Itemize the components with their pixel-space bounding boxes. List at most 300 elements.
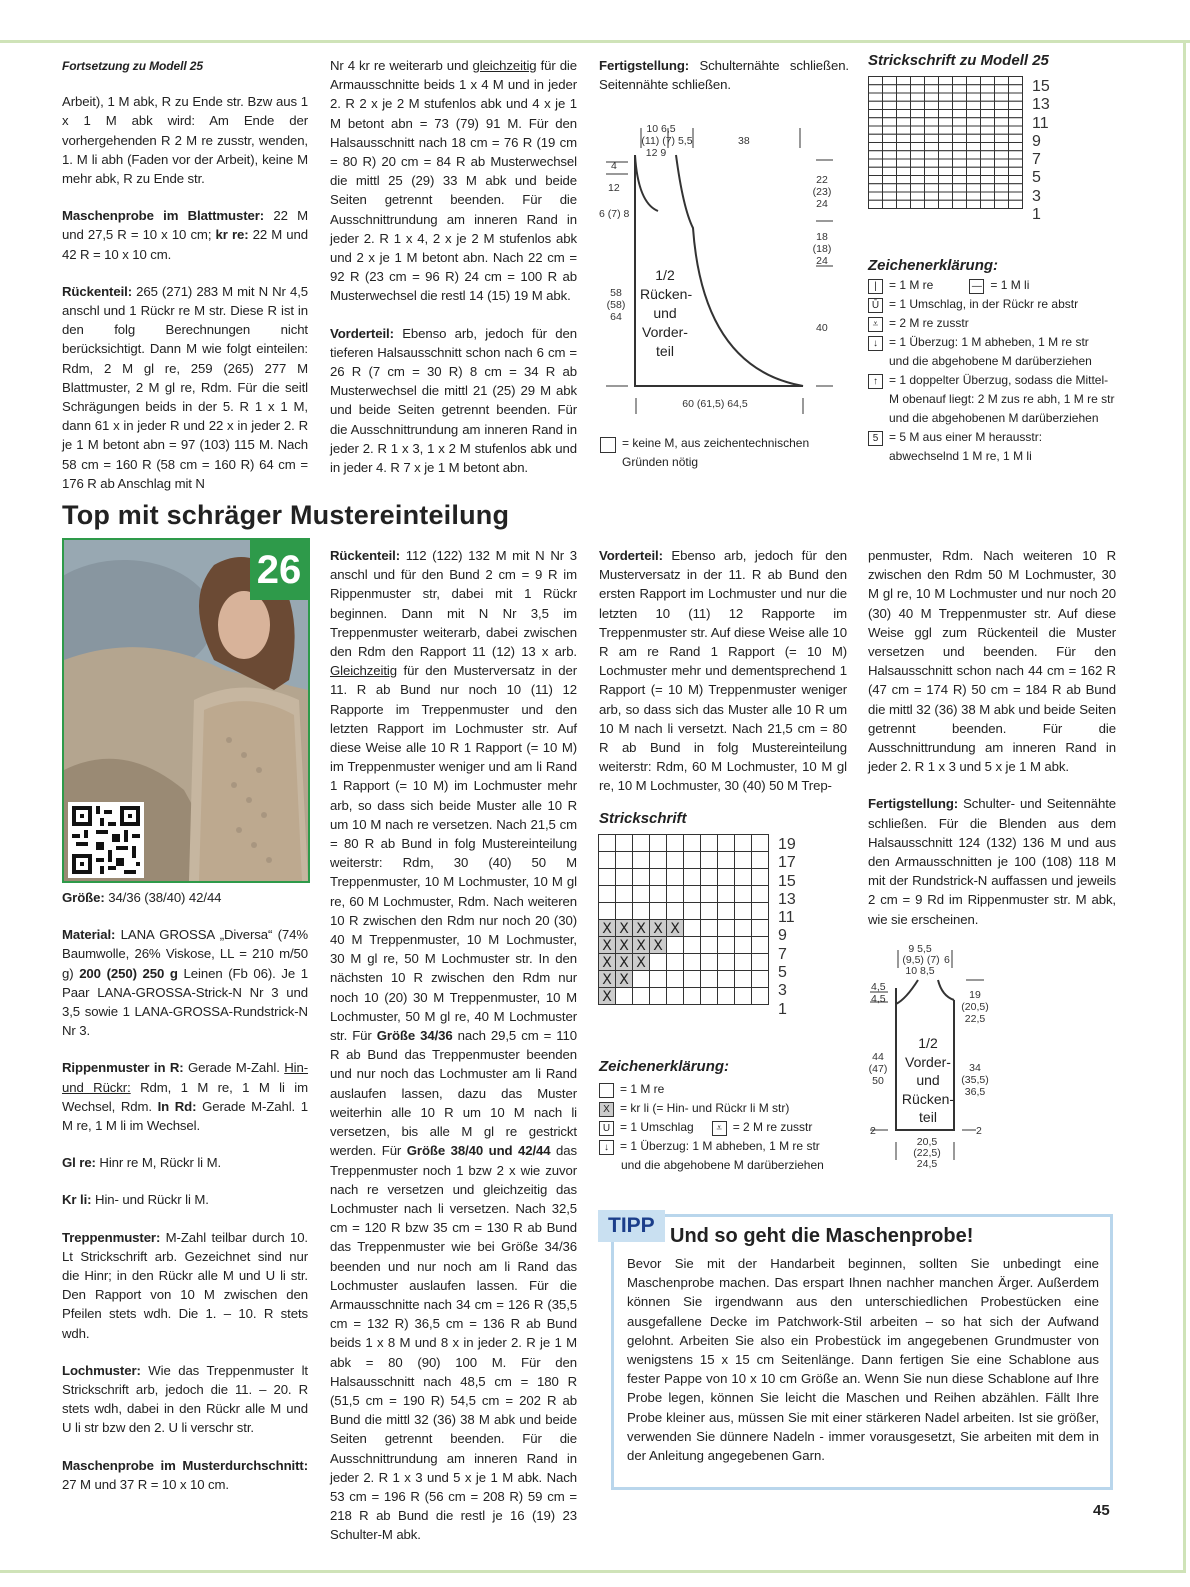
chart-cell [1009, 134, 1023, 142]
chart-cell [953, 200, 967, 208]
chart-cell [752, 869, 769, 886]
chart-cell [616, 869, 633, 886]
chart-cell [752, 954, 769, 971]
chart-cell [939, 159, 953, 167]
chart-cell [897, 101, 911, 109]
chart-cell [995, 126, 1009, 134]
chart-cell [633, 886, 650, 903]
schem26-piece-label: 1/2 Vorder- und Rücken- teil [901, 1035, 955, 1125]
chart-cell [911, 134, 925, 142]
schem25-label: 24 [816, 198, 828, 210]
schem26-label: 19 [969, 989, 981, 1001]
chart-cell [939, 151, 953, 159]
chart-cell [633, 988, 650, 1005]
chart-cell [650, 852, 667, 869]
chart-cell [1009, 192, 1023, 200]
chart-cell [897, 151, 911, 159]
chart-cell [967, 110, 981, 118]
chart-symbol: X [619, 921, 629, 937]
chart-symbol: X [602, 921, 612, 937]
chart-cell [953, 77, 967, 85]
chart-cell [883, 93, 897, 101]
schem26-label: 36,5 [964, 1086, 986, 1098]
chart-cell [701, 835, 718, 852]
chart-cell [925, 77, 939, 85]
paragraph-kr-li: Kr li: Hin- und Rückr li M. [62, 1192, 209, 1208]
chart-cell [735, 954, 752, 971]
chart-cell [939, 77, 953, 85]
chart-cell [735, 903, 752, 920]
chart-cell [718, 835, 735, 852]
legend-item: 5 = 5 M aus einer M herausstr: [868, 428, 1118, 447]
chart-cell [953, 151, 967, 159]
chart-cell [911, 77, 925, 85]
model-title: Top mit schräger Mustereinteilung [62, 500, 510, 530]
chart26-row-numbers: 19 17 15 13 11 9 7 5 3 1 [778, 836, 796, 1018]
chart-cell [883, 110, 897, 118]
chart-cell [650, 971, 667, 988]
schem25-label: 4 [611, 160, 617, 172]
chart-cell [650, 886, 667, 903]
chart-cell [953, 167, 967, 175]
chart-cell [1009, 77, 1023, 85]
schem26-label: (47) [868, 1063, 888, 1075]
paragraph-fertigstellung: Fertigstellung: Schulter- und Seitennähte schließen. Für die Blenden aus dem Halsausschnitt 124 (132) 136 M und aus den Armausschnitten je 100 (108) 118 M mit der Rundstrick-N auffassen und jeweils 2 cm = 9 Rd im Rippenmuster str. M abk, wie sie erscheinen. [868, 796, 1116, 927]
chart-cell [995, 93, 1009, 101]
chart-cell [667, 869, 684, 886]
schem26-label: 4,5 [871, 981, 886, 993]
chart-cell [939, 110, 953, 118]
legend-item: ↓ = 1 Überzug: 1 M abheben, 1 M re str [599, 1137, 849, 1156]
paragraph-maschenprobe: Maschenprobe im Blattmuster: 22 M und 27,5 R = 10 x 10 cm; kr re: 22 M und 42 R = 10 x 10 cm. [62, 208, 309, 262]
chart-cell [995, 143, 1009, 151]
chart-cell [883, 151, 897, 159]
chart-cell [953, 143, 967, 151]
chart-cell [939, 118, 953, 126]
chart-cell [897, 118, 911, 126]
chart-cell [981, 176, 995, 184]
tip-text: Bevor Sie mit der Handarbeit beginnen, sollten Sie unbedingt eine Maschenprobe machen. Das erspart Ihnen nachher manchen Ärger. Außerdem können Sie irgendwann aus den unterschiedlichen Probestücken eine ausgefallene Decke im Patchwork-Stil arbeiten – so hat sich der Aufwand gelohnt. Arbeiten Sie also ein Probestück im angegebenen Grundmuster von wenigstens 15 x 15 cm Seitenlänge. Dann fertigen Sie eine Schablone aus fester Pappe von 10 x 10 cm Größe an. Wenn Sie nun diese Schablone auf Ihre Probe legen, können Sie leicht die Maschen und Reihen abzählen. Fällt Ihre Probe kleiner aus, müssen Sie mit einer stärkeren Nadel arbeiten. Ist sie größer, verwenden Sie dünnere Nadeln - immer vorausgesetzt, Sie arbeiten mit dem in der Anleitung angegebenen Garn. [627, 1256, 1099, 1464]
model-column-1 [62, 888, 308, 1512]
schem25-label: (58) [606, 299, 626, 311]
chart-cell [883, 176, 897, 184]
chart-cell [911, 192, 925, 200]
chart-cell [599, 852, 616, 869]
chart-symbol: X [619, 972, 629, 988]
chart-cell [633, 835, 650, 852]
paragraph: Arbeit), 1 M abk, R zu Ende str. Bzw aus 1 x 1 M abk wird: Am Ende der vorhergehenden R 2 M re zusstr, wenden, 1. M li abh (Faden vor der Arbeit), keine M mehr abk, R zu Ende str. [62, 94, 308, 187]
chart-cell [967, 159, 981, 167]
chart-cell [650, 954, 667, 971]
chart-cell [995, 184, 1009, 192]
chart-cell [869, 184, 883, 192]
chart-cell [897, 126, 911, 134]
chart-cell [911, 151, 925, 159]
chart-cell [953, 176, 967, 184]
schem25-label: (23) [812, 186, 832, 198]
chart-cell [967, 126, 981, 134]
chart-cell [897, 93, 911, 101]
chart-cell [735, 920, 752, 937]
paragraph-treppenmuster: Treppenmuster: M-Zahl teilbar durch 10. Lt Strickschrift arb. Gezeichnet sind nur die Hinr; in den Rückr alle M und U li str. Den Rapport von 10 M zwischen den Pfeilen stets wdh. Die 1. – 10. R stets wdh. [62, 1229, 308, 1341]
chart-cell [650, 835, 667, 852]
schem26-label: (22,5) [913, 1147, 941, 1159]
chart-cell [667, 835, 684, 852]
chart-cell [911, 118, 925, 126]
chart-cell [869, 110, 883, 118]
chart-cell [684, 954, 701, 971]
chart-cell [735, 886, 752, 903]
tip-title: Und so geht die Maschenprobe! [670, 1225, 974, 1247]
legend-item: | = 1 M re — = 1 M li [868, 276, 1118, 295]
chart-cell [869, 200, 883, 208]
chart-cell [667, 954, 684, 971]
chart-cell [967, 143, 981, 151]
chart-cell [995, 101, 1009, 109]
schem26-label: (35,5) [961, 1074, 989, 1086]
double-slip-over-icon: ↑ [868, 374, 883, 389]
chart-cell [967, 93, 981, 101]
chart-cell [911, 159, 925, 167]
chart-symbol: X [670, 921, 680, 937]
chart-cell [925, 184, 939, 192]
chart-symbol: X [653, 921, 663, 937]
chart-cell [1009, 85, 1023, 93]
schem25-label: 60 (61,5) 64,5 [682, 398, 748, 410]
chart-cell [599, 886, 616, 903]
paragraph: penmuster, Rdm. Nach weiteren 10 R zwischen den Rdm 50 M Lochmuster, 30 M gl re, 10 M Lochmuster und nur noch 20 (30) 40 M Treppenmuster str. Auf diese Weise ggl zum Rückenteil die Muster versetzen und beenden. Für den Halsausschnitt schon nach 44 cm = 162 R (47 cm = 174 R) 50 cm = 184 R ab Bund die mittl 32 (36) 38 M abk und beide Seiten getrennt beenden. Für die Ausschnittrundung am inneren Rand in jeder 2. R 1 x 3 und 5 x je 1 M abk. [868, 548, 1116, 775]
chart-cell [869, 151, 883, 159]
chart-cell [995, 110, 1009, 118]
chart-cell [897, 143, 911, 151]
schem26-label: (9,5) (7) [902, 954, 940, 966]
chart-cell [701, 869, 718, 886]
chart-cell [718, 852, 735, 869]
chart-cell [967, 200, 981, 208]
slip-over-icon: ↓ [599, 1140, 614, 1155]
chart-cell [995, 118, 1009, 126]
chart-cell [939, 126, 953, 134]
schem25-piece-label: 1/2 Rücken- und Vorder- teil [640, 267, 693, 359]
chart-cell [650, 988, 667, 1005]
chart-cell [953, 126, 967, 134]
chart-cell [883, 134, 897, 142]
chart-cell [599, 903, 616, 920]
chart-cell [967, 151, 981, 159]
chart-symbol: X [619, 938, 629, 954]
chart-cell [718, 903, 735, 920]
chart-cell [752, 971, 769, 988]
continuation-heading: Fortsetzung zu Modell 25 [62, 59, 203, 73]
chart-cell [995, 167, 1009, 175]
chart-cell [752, 937, 769, 954]
knitting-chart-model-25 [868, 76, 1024, 210]
chart-cell [981, 101, 995, 109]
chart-cell [752, 903, 769, 920]
chart-cell [718, 937, 735, 954]
chart-cell [869, 159, 883, 167]
chart-cell [911, 85, 925, 93]
chart-cell [883, 85, 897, 93]
legend-item: U = 1 Umschlag ⩡ = 2 M re zusstr [599, 1118, 849, 1137]
schem25-label: (18) [812, 243, 832, 255]
chart-cell [599, 835, 616, 852]
chart-symbol: X [602, 955, 612, 971]
chart-cell [925, 167, 939, 175]
chart-cell [735, 937, 752, 954]
chart-symbol: X [602, 938, 612, 954]
slip-over-icon: ↓ [868, 336, 883, 351]
chart-cell [616, 903, 633, 920]
paragraph-maschenprobe: Maschenprobe im Musterdurchschnitt: 27 M und 37 R = 10 x 10 cm. [62, 1457, 308, 1492]
chart-cell [1009, 126, 1023, 134]
chart-cell [981, 93, 995, 101]
five-from-one-icon: 5 [868, 431, 883, 446]
chart-cell [981, 85, 995, 93]
knit-icon: | [868, 279, 883, 294]
chart-cell [981, 134, 995, 142]
legend-model-26 [599, 1080, 849, 1175]
chart-cell [616, 852, 633, 869]
chart-cell [911, 176, 925, 184]
chart-cell [684, 869, 701, 886]
schem26-label: 50 [872, 1075, 884, 1087]
twisted-purl-icon: X [599, 1102, 614, 1117]
chart-cell [897, 184, 911, 192]
schem25-label: 38 [738, 135, 750, 147]
model-column-3 [599, 546, 847, 814]
chart-cell [667, 886, 684, 903]
chart-cell [939, 85, 953, 93]
chart-cell [869, 101, 883, 109]
chart-cell [633, 903, 650, 920]
chart-cell [925, 200, 939, 208]
chart-cell [981, 167, 995, 175]
chart-cell [616, 886, 633, 903]
chart-cell [735, 869, 752, 886]
chart-cell [967, 134, 981, 142]
chart-cell [925, 126, 939, 134]
chart-cell [925, 192, 939, 200]
page-frame-bottom [0, 1570, 1186, 1573]
chart-cell [1009, 151, 1023, 159]
legend-item: Ū = 1 Umschlag, in der Rückr re abstr [868, 295, 1118, 314]
legend-item: und die abgehobenen M darüberziehen [889, 411, 1099, 425]
knitting-chart-model-26 [598, 834, 770, 1024]
chart-cell [911, 167, 925, 175]
chart-cell [967, 118, 981, 126]
chart-cell [735, 835, 752, 852]
chart-title-model-25: Strickschrift zu Modell 25 [868, 52, 1049, 69]
schem26-label: 4,5 [871, 993, 886, 1005]
schem26-label: 9 5,5 [908, 943, 932, 955]
chart-cell [967, 167, 981, 175]
chart25-row-numbers: 15 13 11 9 7 5 3 1 [1032, 78, 1050, 224]
chart-cell [718, 886, 735, 903]
paragraph-lochmuster: Lochmuster: Wie das Treppenmuster lt Strickschrift arb, jedoch die 11. – 20. R stets wdh, dabei in den Rückr alle M und U li str bzw den 2. U li verschr str. [62, 1362, 308, 1436]
chart-cell [967, 85, 981, 93]
chart-cell [939, 200, 953, 208]
chart-cell [869, 85, 883, 93]
chart-cell [981, 151, 995, 159]
chart-cell [869, 77, 883, 85]
chart-cell [667, 903, 684, 920]
chart-cell [752, 835, 769, 852]
chart-cell [981, 118, 995, 126]
page-number: 45 [1093, 1502, 1110, 1519]
chart-cell [897, 167, 911, 175]
legend-item: und die abgehobene M darüberziehen [889, 354, 1092, 368]
chart-cell [939, 176, 953, 184]
chart-cell [967, 101, 981, 109]
chart-cell [981, 184, 995, 192]
chart-cell [953, 85, 967, 93]
chart-cell [925, 143, 939, 151]
chart-cell [1009, 93, 1023, 101]
chart-cell [735, 988, 752, 1005]
chart-cell [981, 143, 995, 151]
chart-cell [684, 937, 701, 954]
schem25-label: 40 [816, 322, 828, 334]
legend-title-model-26: Zeichenerklärung: [599, 1058, 730, 1075]
k2tog-icon: ⩡ [868, 317, 883, 332]
chart-cell [667, 937, 684, 954]
chart-cell [897, 134, 911, 142]
chart-cell [995, 85, 1009, 93]
paragraph-rueckenteil: Rückenteil: 265 (271) 283 M mit N Nr 4,5 anschl und 1 Rückr re M str. Diese R ist in den folg Berechnungen nicht berücksichtigt. Dann M wie folgt einteilen: Rdm, 2 M gl re, 259 (265) 277 M Blattmuster, 2 M gl re, Rdm. Für die seitl Schrägungen beids in der 5. R 1 x 1 M, dann 61 x in jeder R und 22 x in jeder 2. R je 1 M betont abn = 97 (103) 115 M. Nach 58 cm = 160 R (58 cm = 160 R) 64 cm = 176 R ab Anschlag mit N [62, 283, 308, 491]
chart-cell [911, 110, 925, 118]
chart-cell [701, 903, 718, 920]
chart-cell [967, 192, 981, 200]
chart-cell [883, 192, 897, 200]
yarn-over-icon: Ū [868, 298, 883, 313]
chart-cell [684, 852, 701, 869]
schem25-label: (11) (7) 5,5 [641, 135, 693, 147]
chart-cell [752, 920, 769, 937]
chart-cell [925, 118, 939, 126]
chart-cell [633, 971, 650, 988]
chart-cell [981, 192, 995, 200]
chart-cell [667, 852, 684, 869]
chart-cell [869, 126, 883, 134]
chart-cell [752, 852, 769, 869]
schem26-label: 10 8,5 [905, 965, 935, 977]
legend-item: und die abgehobene M darüberziehen [621, 1158, 824, 1172]
chart-cell [953, 93, 967, 101]
tip-label: TIPP [598, 1210, 665, 1242]
paragraph-material: Material: LANA GROSSA „Diversa“ (74% Baumwolle, 26% Viskose, LL = 210 m/50 g) 200 (250) 250 g Leinen (Fb 06). Je 1 Paar LANA-GROSSA-Strick-N Nr 3 und 3,5 sowie 1 LANA-GROSSA-Rundstrick-N Nr 3. [62, 927, 309, 1039]
schem25-label: 12 9 [645, 147, 667, 159]
schem25-label: 22 [816, 174, 828, 186]
chart-cell [633, 869, 650, 886]
chart-cell [1009, 159, 1023, 167]
schem26-label: 24,5 [916, 1158, 938, 1170]
chart-cell [995, 77, 1009, 85]
chart-cell [1009, 200, 1023, 208]
chart-cell [701, 971, 718, 988]
chart-cell [883, 167, 897, 175]
chart-cell [911, 143, 925, 151]
paragraph: Nr 4 kr re weiterarb und gleichzeitig für die Armausschnitte beids 1 x 4 M und in jeder 2. R 2 x je 2 M stufenlos abk und 4 x je 1 M betont abn = 73 (79) 91 M. Für den Halsausschnitt nach 18 cm = 76 R (19 cm = 80 R) 20 cm = 84 R ab Musterwechsel die mittl 25 (29) 33 M abk und beide Seiten getrennt beenden. Für die Ausschnittrundung am inneren Rand in jeder 2. R 1 x 4, 2 x je 2 M stufenlos abk und 2 x je 1 M betont abn. Nach 22 cm = 92 R (23 cm = 96 R) 24 cm = 100 R ab Musterwechsel die restl 14 (15) 19 M abk. [330, 58, 577, 304]
yarn-over-icon: U [599, 1121, 614, 1136]
legend-model-25 [868, 276, 1118, 466]
schem25-label: 24 [816, 255, 828, 267]
chart-cell [981, 77, 995, 85]
chart-cell [616, 835, 633, 852]
chart-cell [883, 200, 897, 208]
chart-cell [925, 176, 939, 184]
chart-cell [897, 85, 911, 93]
chart-cell [953, 159, 967, 167]
chart-cell [925, 151, 939, 159]
paragraph-fertigstellung: Fertigstellung: Schulternähte schließen. Seitennähte schließen. [599, 58, 849, 93]
chart-cell [925, 159, 939, 167]
chart-cell [995, 151, 1009, 159]
chart-cell [1009, 167, 1023, 175]
schem26-label: 2 [870, 1125, 876, 1137]
schem26-label: 6 [944, 954, 950, 966]
paragraph-vorderteil: Vorderteil: Ebenso arb, jedoch für den tieferen Halsausschnitt schon nach 6 cm = 26 R (7 cm = 30 R) 8 cm = 34 R ab Musterwechsel die mittl 21 (25) 29 M abk und beide Seiten getrennt beenden. Für die Ausschnittrundung am inneren Rand in jeder 2. R 1 x 3, 1 x 2 M stufenlos abk und in jeder 4. R 7 x je 1 M betont abn. [330, 325, 577, 476]
qr-code-icon[interactable] [68, 802, 144, 878]
chart-cell [701, 988, 718, 1005]
chart-cell [701, 852, 718, 869]
legend-title-model-25: Zeichenerklärung: [868, 257, 999, 274]
chart-cell [684, 886, 701, 903]
chart-cell [1009, 110, 1023, 118]
chart-symbol: X [636, 921, 646, 937]
chart-cell [925, 85, 939, 93]
chart-cell [667, 988, 684, 1005]
chart-cell [939, 134, 953, 142]
schem25-label: 18 [816, 231, 828, 243]
chart-cell [953, 118, 967, 126]
chart-cell [1009, 118, 1023, 126]
legend-item: ↑ = 1 doppelter Überzug, sodass die Mittel- [868, 371, 1118, 390]
schem25-note: = keine M, aus zeichentechnischen Gründen nötig [600, 434, 830, 472]
chart-cell [883, 159, 897, 167]
chart-cell [718, 954, 735, 971]
chart-cell [883, 118, 897, 126]
chart-cell [981, 159, 995, 167]
chart-symbol: X [636, 938, 646, 954]
chart-cell [684, 835, 701, 852]
chart-cell [897, 200, 911, 208]
chart-cell [599, 869, 616, 886]
schematic-model-25 [598, 118, 838, 418]
schem25-label: 64 [610, 311, 622, 323]
page-frame-right [1183, 40, 1186, 1570]
chart-cell [718, 920, 735, 937]
empty-cell-icon [600, 437, 616, 453]
schem26-label: 44 [872, 1051, 884, 1063]
chart-cell [953, 101, 967, 109]
chart-cell [897, 110, 911, 118]
schem26-label: 22,5 [964, 1013, 986, 1025]
model-column-4 [868, 546, 1116, 947]
chart-cell [995, 159, 1009, 167]
legend-item: X = kr li (= Hin- und Rückr li M str) [599, 1099, 849, 1118]
chart-cell [925, 93, 939, 101]
paragraph-gl-re: Gl re: Hinr re M, Rückr li M. [62, 1155, 222, 1171]
chart-cell [869, 167, 883, 175]
chart-cell [897, 77, 911, 85]
schem26-label: (20,5) [961, 1001, 989, 1013]
chart-cell [616, 988, 633, 1005]
chart-symbol: X [636, 955, 646, 971]
chart-cell [718, 971, 735, 988]
legend-item: M obenauf liegt: 2 M zus re abh, 1 M re str [889, 392, 1115, 406]
chart-symbol: X [619, 955, 629, 971]
